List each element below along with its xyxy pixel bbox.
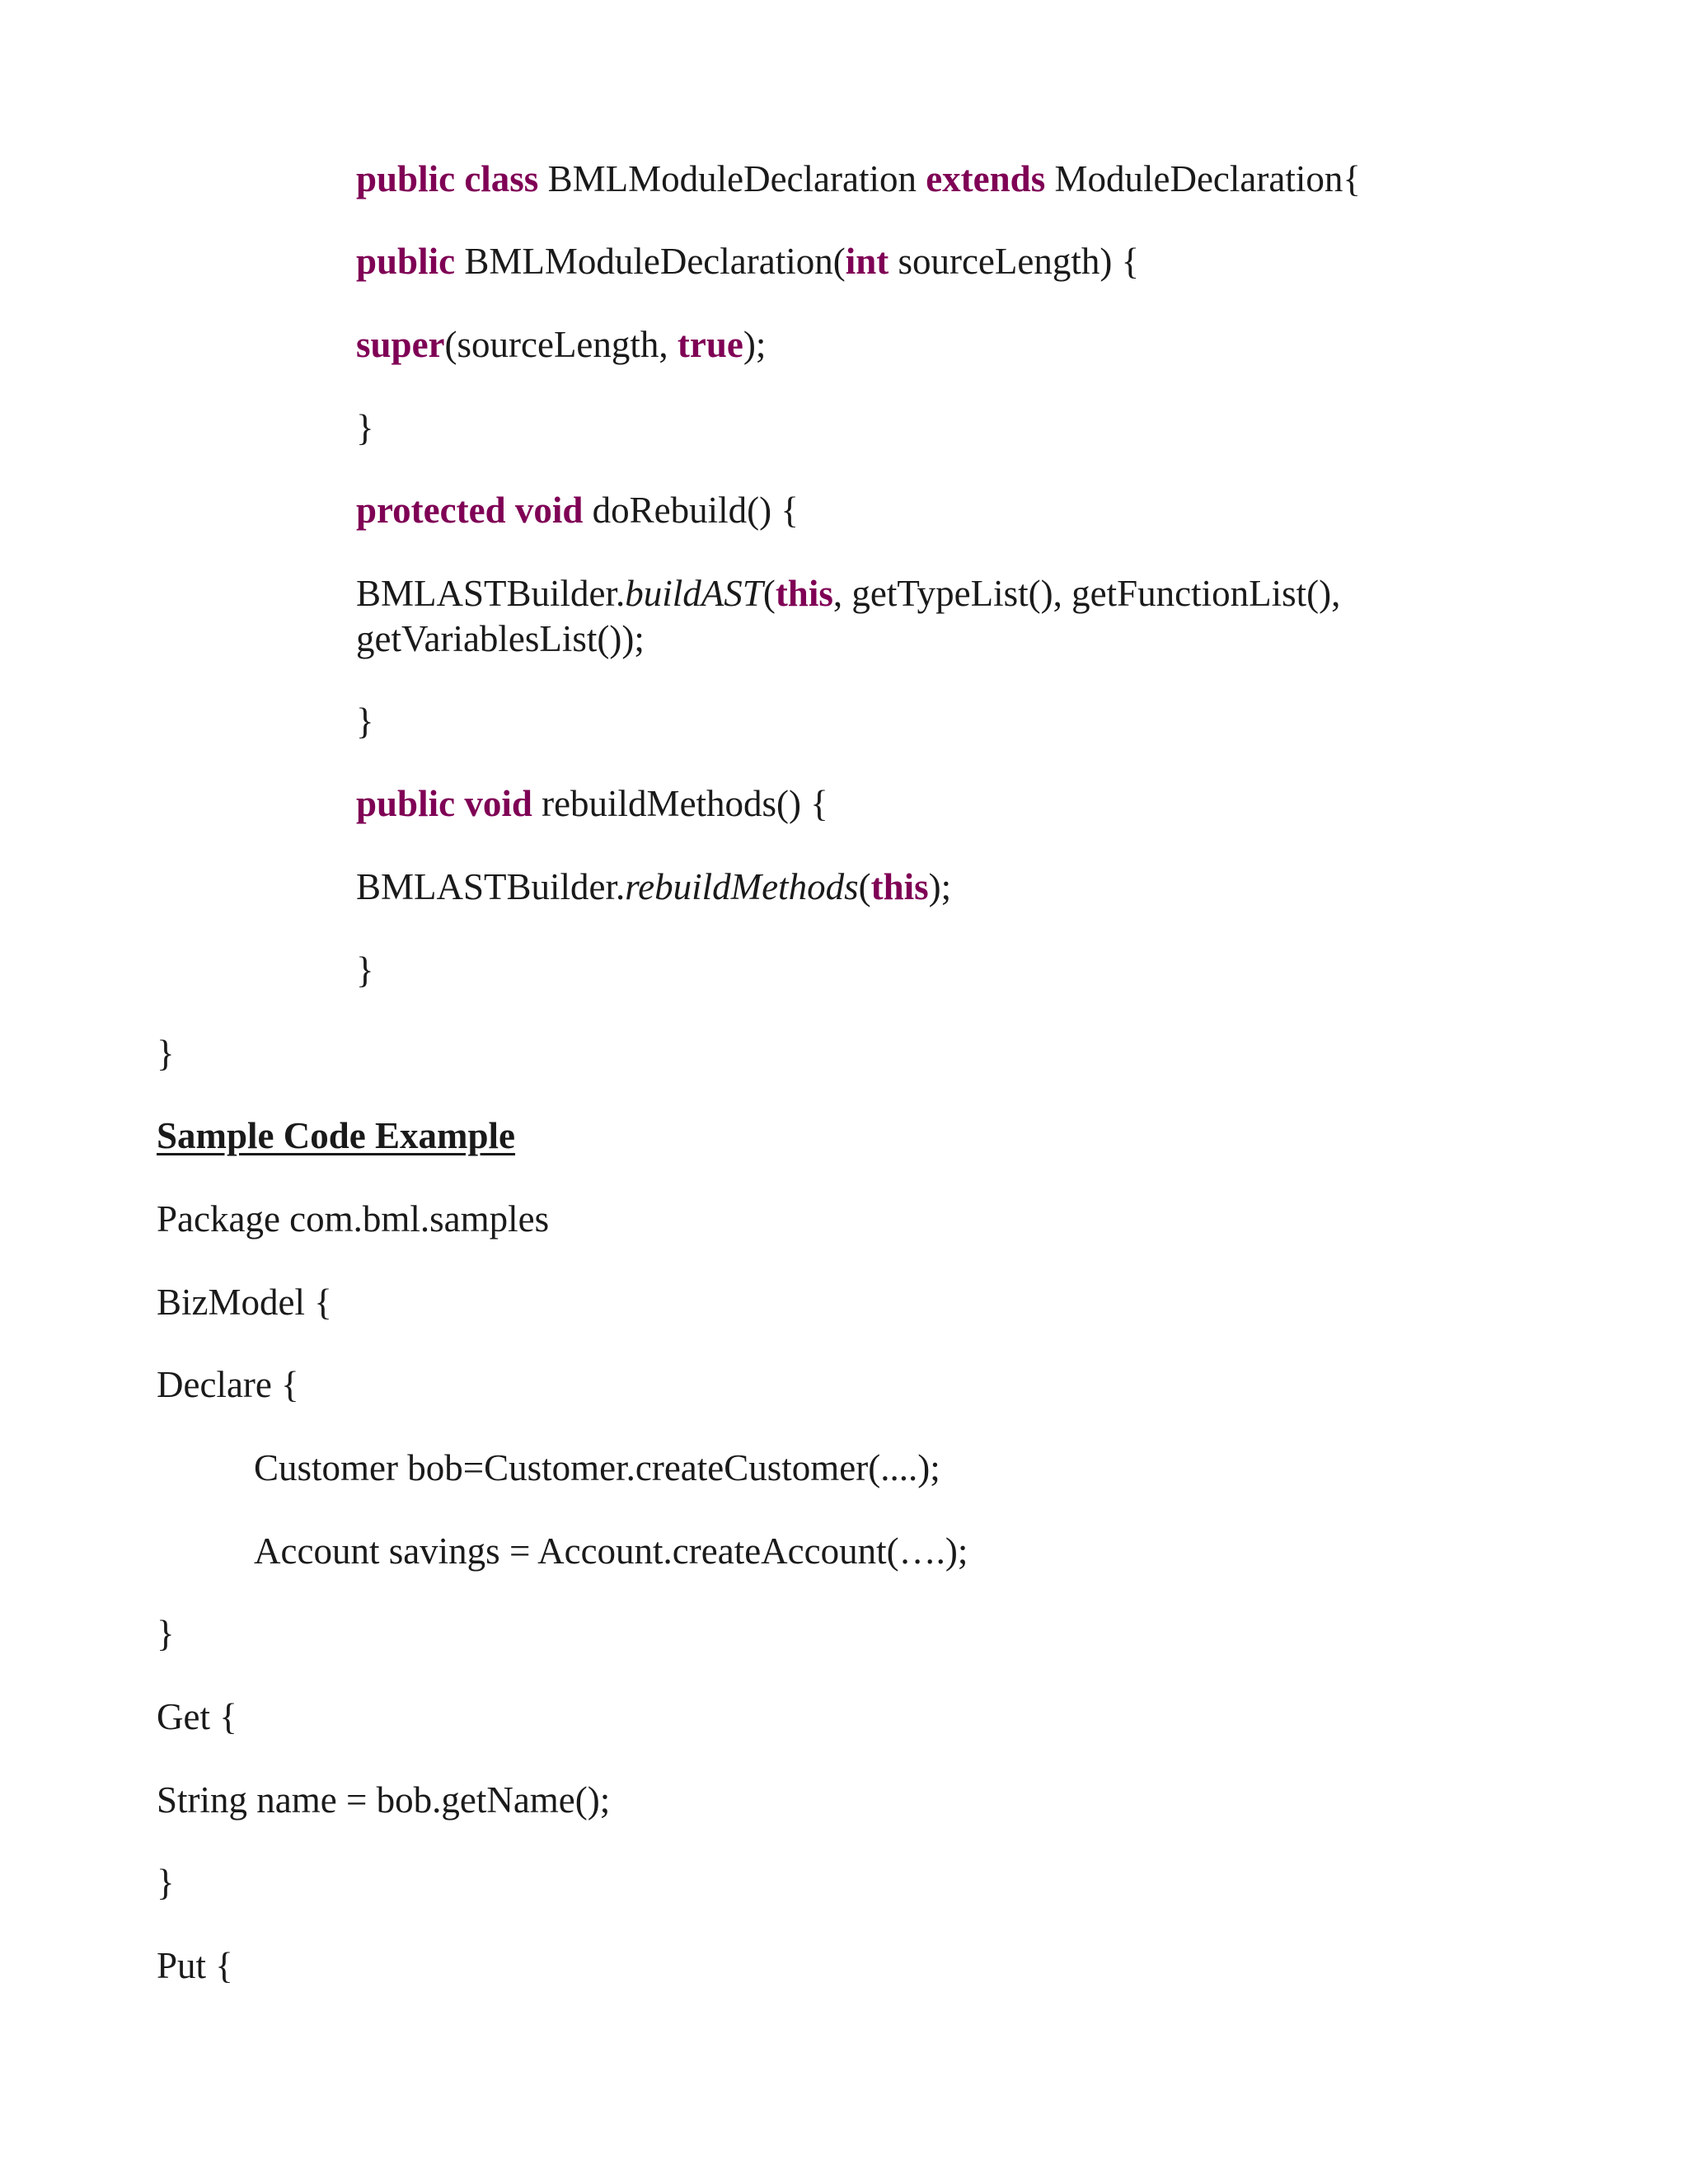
bizmodel-line: BizModel { (157, 1282, 332, 1323)
class-closing-brace: } (157, 1033, 175, 1074)
class-name: BMLModuleDeclaration (547, 158, 917, 199)
method-name: rebuildMethods() { (542, 783, 828, 824)
declare-line: Declare { (157, 1364, 299, 1405)
keyword-protected: protected (356, 490, 506, 531)
keyword-extends: extends (926, 158, 1046, 199)
constructor-signature-start: BMLModuleDeclaration( (464, 241, 846, 282)
customer-line: Customer bob=Customer.createCustomer(....); (254, 1447, 940, 1488)
put-line: Put { (157, 1945, 233, 1986)
build-ast-method: buildAST (625, 573, 763, 614)
keyword-public: public (356, 241, 456, 282)
keyword-true: true (677, 324, 743, 365)
rebuild-methods-declaration-line (356, 781, 828, 827)
close-paren: ); (928, 866, 952, 907)
keyword-int: int (845, 241, 889, 282)
keyword-public: public (356, 783, 456, 824)
keyword-this: this (870, 866, 929, 907)
super-call-line (356, 322, 766, 368)
open-paren: ( (858, 866, 871, 907)
builder-receiver: BMLASTBuilder. (356, 573, 626, 614)
closing-brace: } (356, 407, 374, 448)
super-args-start: (sourceLength, (444, 324, 668, 365)
rebuild-methods-method: rebuildMethods (625, 866, 859, 907)
build-ast-continuation-line: getVariablesList()); (356, 618, 645, 659)
keyword-void: void (514, 490, 584, 531)
constructor-declaration-line (356, 239, 1139, 284)
closing-brace: } (356, 701, 374, 742)
keyword-super: super (356, 324, 445, 365)
super-args-end: ); (743, 324, 767, 365)
build-ast-call-line (356, 571, 1340, 616)
super-class-name: ModuleDeclaration{ (1054, 158, 1361, 199)
closing-brace: } (157, 1613, 175, 1654)
do-rebuild-declaration-line (356, 488, 799, 533)
method-name: doRebuild() { (592, 490, 799, 531)
rebuild-methods-call-line (356, 865, 951, 910)
package-line: Package com.bml.samples (157, 1198, 550, 1240)
closing-brace: } (157, 1862, 175, 1903)
open-paren: ( (762, 573, 776, 614)
string-name-line: String name = bob.getName(); (157, 1779, 611, 1821)
section-heading: Sample Code Example (157, 1115, 516, 1156)
get-line: Get { (157, 1696, 237, 1737)
keyword-void: void (464, 783, 532, 824)
closing-brace: } (356, 949, 374, 991)
keyword-this: this (775, 573, 833, 614)
constructor-signature-end: sourceLength) { (898, 241, 1140, 282)
keyword-class: class (464, 158, 539, 199)
keyword-public: public (356, 158, 456, 199)
build-ast-args: , getTypeList(), getFunctionList(), (832, 573, 1341, 614)
builder-receiver: BMLASTBuilder. (356, 866, 626, 907)
class-declaration-line (356, 157, 1361, 202)
account-line: Account savings = Account.createAccount(….); (254, 1530, 968, 1572)
